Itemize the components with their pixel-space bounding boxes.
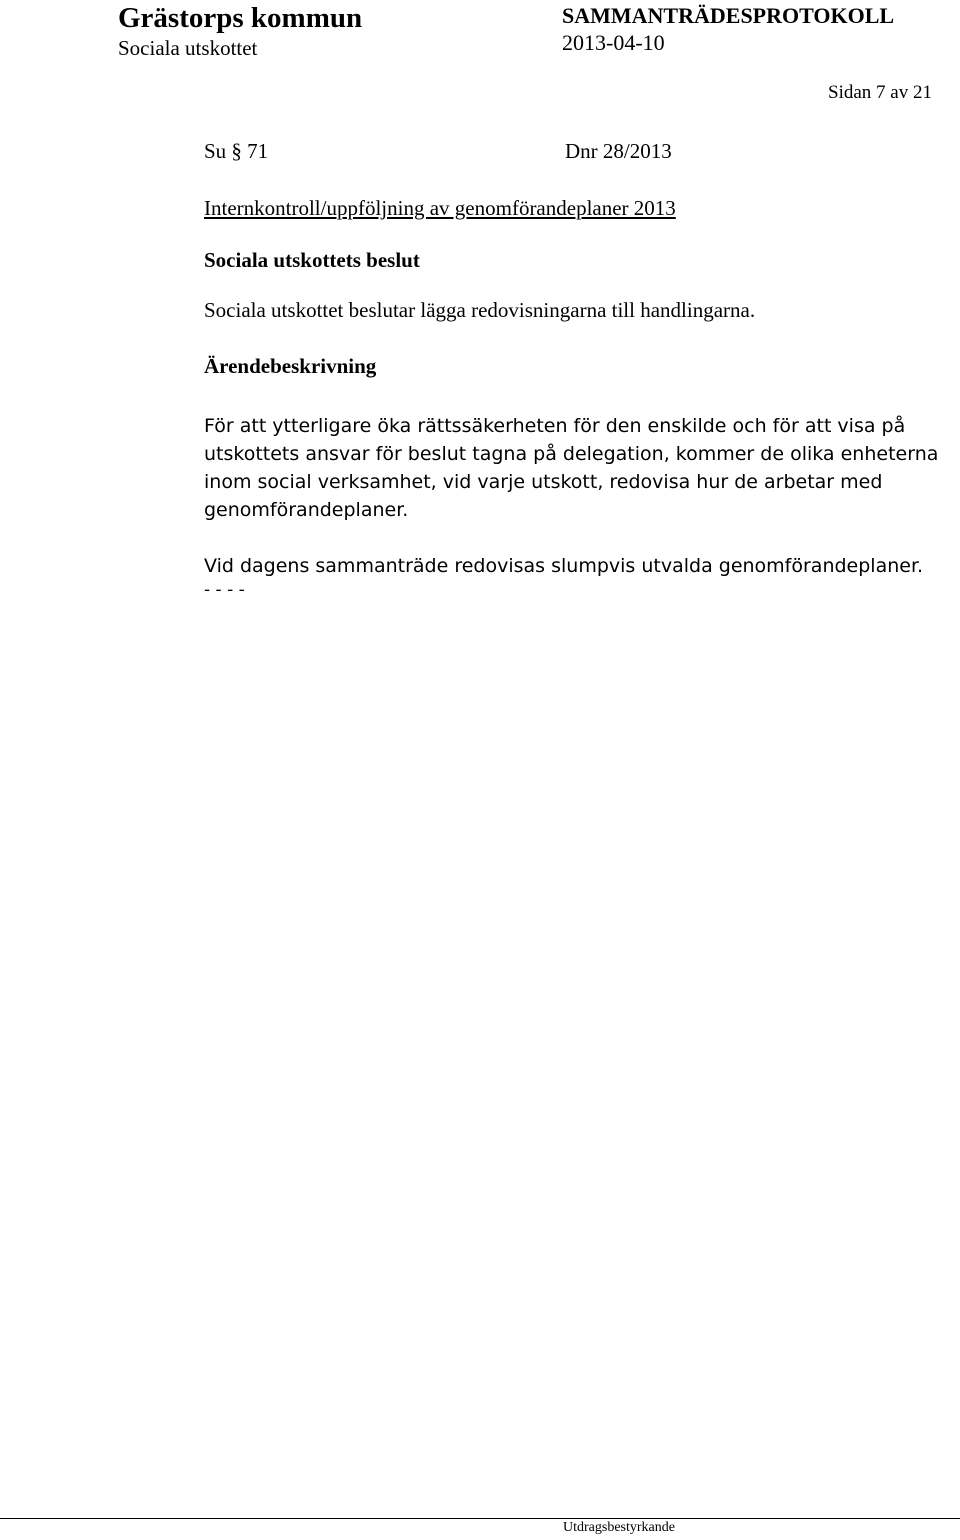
certification-label: Utdragsbestyrkande [563,1520,675,1535]
meeting-note: Vid dagens sammanträde redovisas slumpvis utvalda genomförandeplaner. [204,555,924,577]
document-type: SAMMANTRÄDESPROTOKOLL [562,3,895,28]
municipality-name: Grästorps kommun [118,2,363,34]
description-line: utskottets ansvar för beslut tagna på delegation, kommer de olika enheterna [204,443,939,465]
description-line: För att ytterligare öka rättssäkerheten för den enskilde och för att visa på [204,415,906,437]
item-subject: Internkontroll/uppföljning av genomförandeplaner 2013 [204,196,676,220]
diary-number: Dnr 28/2013 [565,139,672,163]
decision-text: Sociala utskottet beslutar lägga redovisningarna till handlingarna. [204,298,756,322]
description-heading: Ärendebeskrivning [204,354,377,378]
page-number: Sidan 7 av 21 [828,82,932,103]
description-paragraph [204,412,954,524]
end-marker: - - - - [204,580,245,600]
footer-divider [0,1518,960,1519]
committee-name: Sociala utskottet [118,36,258,60]
paragraph-number: Su § 71 [204,139,269,163]
decision-heading: Sociala utskottets beslut [204,248,420,272]
description-line: inom social verksamhet, vid varje utskott, redovisa hur de arbetar med [204,471,883,493]
meeting-date: 2013-04-10 [562,30,665,55]
description-line: genomförandeplaner. [204,499,409,521]
